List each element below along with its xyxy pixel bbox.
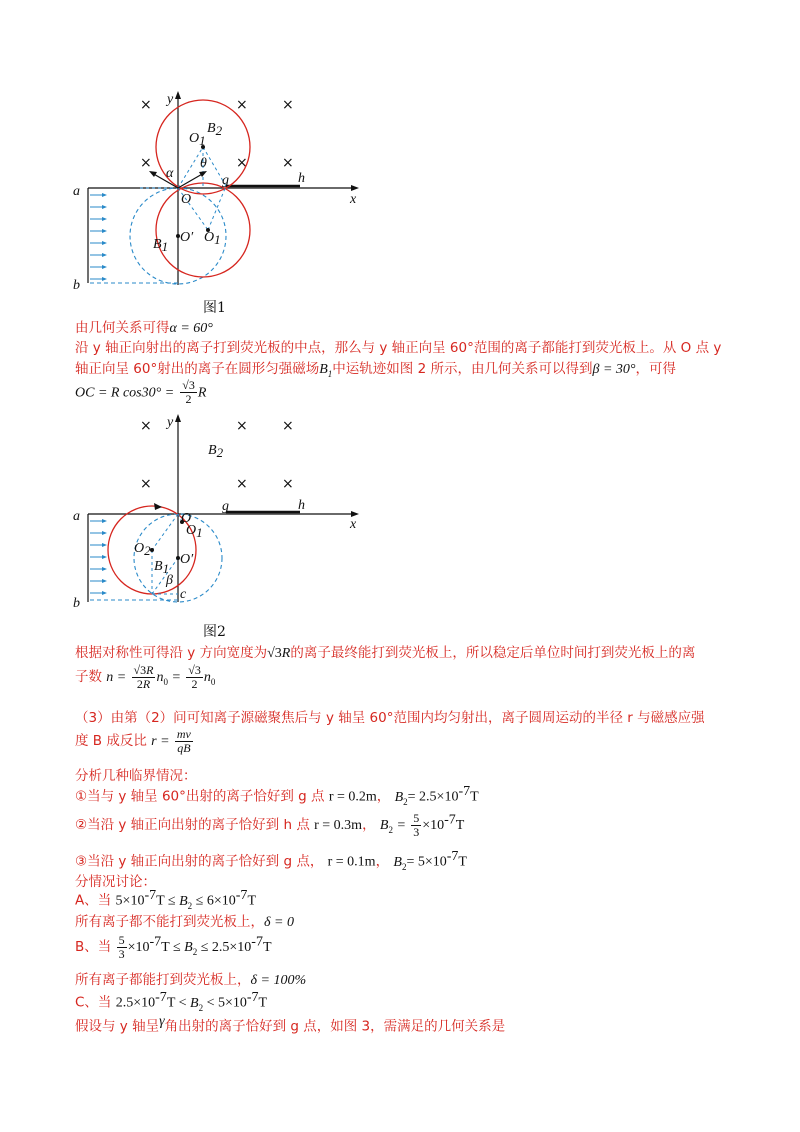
field-cross: × [140, 97, 152, 113]
figure-1 [60, 85, 390, 295]
label-b: b [73, 278, 80, 293]
label-b2: B2 [208, 443, 224, 460]
text-line-7: （3）由第（2）问可知离子源磁聚焦后与 y 轴呈 60°范围内均匀射出，离子圆周运动的半径 r 与磁感应强 [75, 710, 705, 726]
label-origin: O [181, 511, 192, 526]
label-a: a [73, 509, 80, 524]
label-y: y [167, 415, 174, 430]
text-line-19: 假设与 y 轴呈$^\gamma$角出射的离子恰好到 g 点，如图 3，需满足的几何关系是 [75, 1014, 506, 1035]
label-o-prime: O′ [180, 230, 194, 245]
label-b2: B2 [207, 121, 223, 138]
field-cross: × [236, 97, 248, 113]
field-cross: × [282, 476, 294, 492]
label-beta: β [166, 573, 173, 588]
label-alpha: α [166, 166, 174, 181]
label-g: g [222, 499, 229, 514]
figure-1-caption: 图1 [203, 300, 226, 316]
label-o1: O1 [186, 523, 203, 540]
text-line-17: 所有离子都能打到荧光板上，δ = 100% [75, 972, 307, 988]
text-line-5: 根据对称性可得沿 y 方向宽度为√3R的离子最终能打到荧光板上，所以稳定后单位时间打到荧光板上的离 [75, 645, 696, 661]
text-line-12: ③当沿 y 轴正向出射的离子恰好到 g 点， r = 0.1m， $B_2= 5\times 10^{-7}T$ [75, 849, 467, 872]
label-y: y [167, 92, 174, 107]
text-line-1: 由几何关系可得α = 60° [75, 320, 213, 336]
ion-beam-arrows [90, 195, 104, 279]
label-origin: O [181, 192, 192, 207]
field-cross: × [140, 155, 152, 171]
label-o-prime: O′ [180, 552, 194, 567]
text-line-16: B、当 $\frac{5}{3}$ $\times 10^{-7}T \le B_2 \le 2.5\times 10^{-7}T$ [75, 933, 272, 961]
label-b1: B1 [153, 237, 169, 254]
field-cross: × [236, 476, 248, 492]
label-o1: O1 [204, 230, 221, 247]
figure-2 [60, 410, 390, 620]
text-line-13: 分情况讨论： [75, 874, 156, 890]
label-h: h [298, 498, 305, 513]
label-x: x [350, 517, 357, 532]
text-line-11: ②当沿 y 轴正向出射的离子恰好到 h 点 r = 0.3m， $B_2$ = $\frac{5}{3}$ $\times 10^{-7}T$ [75, 811, 465, 839]
velocity-arrow-right [178, 173, 204, 188]
text-line-3: 轴正向呈 60°射出的离子在圆形匀强磁场$B_1$中运轨迹如图 2 所示，由几何关系可以得到β = 30°，可得 [75, 361, 676, 379]
text-line-18: C、当 $2.5\times 10^{-7}T < B_2 < 5\times 10^{-7}T$ [75, 990, 268, 1013]
label-o2: O2 [134, 541, 151, 558]
text-line-10: ①当与 y 轴呈 60°出射的离子恰好到 g 点 r = 0.2m， $B_2= 2.5\times 10^{-7}T$ [75, 784, 479, 807]
text-line-15: 所有离子都不能打到荧光板上，δ = 0 [75, 914, 294, 930]
trajectory-arrow [154, 503, 162, 510]
field-cross: × [282, 155, 294, 171]
label-x: x [350, 192, 357, 207]
field-cross: × [236, 155, 248, 171]
trajectory-circle-lower [156, 183, 250, 277]
text-line-6: 子数 n = $\frac{√3R}{2R}$ $n_0$ = $\frac{√3}{2}$ $n_0$ [75, 663, 216, 691]
label-b1: B1 [154, 559, 170, 576]
text-line-4: OC = R cos30° = $\frac{√3}{2}$ R [75, 378, 207, 406]
field-cross: × [282, 97, 294, 113]
label-g: g [222, 173, 229, 188]
field-cross: × [236, 418, 248, 434]
field-cross: × [282, 418, 294, 434]
label-o1-top: O1 [189, 131, 206, 148]
ion-beam-arrows [90, 521, 104, 593]
text-line-14: A、当 $5\times 10^{-7}T \le B_2 \le 6\times 10^{-7}T$ [75, 888, 256, 911]
field-cross: × [140, 476, 152, 492]
text-line-2: 沿 y 轴正向射出的离子打到荧光板的中点，那么与 y 轴正向呈 60°范围的离子都能打到荧光板上。从 O 点 y [75, 340, 722, 356]
label-h: h [298, 171, 305, 186]
field-cross: × [140, 418, 152, 434]
x-axis-arrow [351, 185, 359, 191]
figure-2-caption: 图2 [203, 624, 226, 640]
y-axis-arrow [175, 91, 181, 99]
text-line-9: 分析几种临界情况： [75, 768, 197, 784]
label-c: c [180, 587, 187, 602]
text-line-8: 度 B 成反比 r = $\frac{mv}{qB}$ [75, 727, 191, 755]
label-b: b [73, 596, 80, 611]
label-a: a [73, 184, 80, 199]
label-theta: θ [200, 156, 207, 171]
